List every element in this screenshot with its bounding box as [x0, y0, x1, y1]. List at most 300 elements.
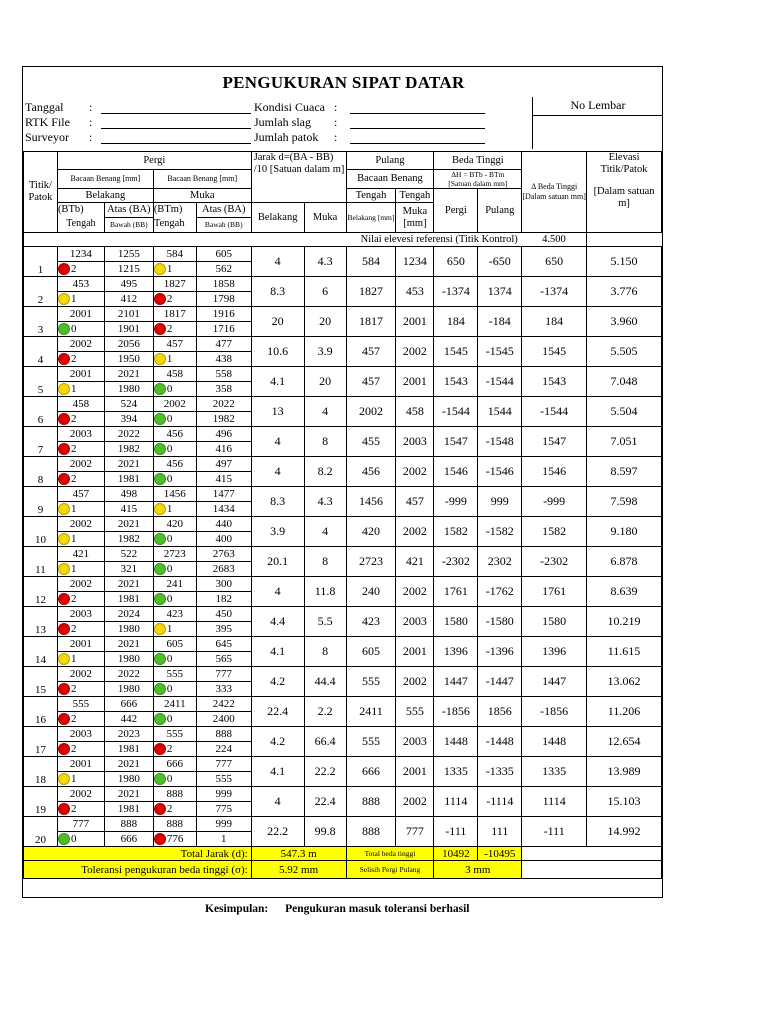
- cell-db: 1448: [522, 727, 587, 757]
- tengah-value: 2: [166, 292, 173, 305]
- belakang-ba-1: 1234: [57, 247, 104, 262]
- cell-pb: 423: [346, 607, 396, 637]
- cell-jm: 66.4: [304, 727, 346, 757]
- titik-number: 3: [24, 307, 58, 337]
- header-atas-bawah-b: [104, 203, 153, 233]
- belakang-ba-1: 453: [57, 277, 104, 292]
- muka-tengah: [153, 622, 196, 637]
- cell-db: 1543: [522, 367, 587, 397]
- cell-jm: 11.8: [304, 577, 346, 607]
- cell-jb: 8.3: [251, 487, 304, 517]
- header-btm: (BTm): [153, 204, 183, 215]
- total-pulang: -10495: [478, 847, 522, 861]
- table-row: [24, 667, 662, 682]
- cell-jb: 20.1: [251, 547, 304, 577]
- cell-jm: 44.4: [304, 667, 346, 697]
- muka-bb: 224: [196, 742, 251, 757]
- muka-ba-1: 1827: [153, 277, 196, 292]
- table-row: [24, 697, 662, 712]
- cell-jm: 5.5: [304, 607, 346, 637]
- cell-pl: -1548: [478, 427, 522, 457]
- status-dot-icon: [58, 503, 70, 515]
- header-belakang: Belakang: [57, 189, 153, 203]
- colon: :: [89, 115, 93, 129]
- table-row: [24, 427, 662, 442]
- belakang-ba: 2022: [104, 667, 153, 682]
- colon: :: [334, 115, 338, 129]
- belakang-bb: 1980: [104, 622, 153, 637]
- titik-number: 5: [24, 367, 58, 397]
- status-dot-icon: [154, 503, 166, 515]
- status-dot-icon: [58, 803, 70, 815]
- cell-db: 1580: [522, 607, 587, 637]
- belakang-ba: 2021: [104, 367, 153, 382]
- status-dot-icon: [58, 743, 70, 755]
- cell-jb: 4.1: [251, 637, 304, 667]
- belakang-ba-1: 2001: [57, 637, 104, 652]
- cell-pm: 2002: [396, 457, 434, 487]
- belakang-ba: 2056: [104, 337, 153, 352]
- muka-tengah: [153, 532, 196, 547]
- tengah-value: 0: [166, 412, 173, 425]
- cell-jm: 20: [304, 367, 346, 397]
- muka-ba: 777: [196, 757, 251, 772]
- belakang-ba-1: 2002: [57, 787, 104, 802]
- cell-jm: 8: [304, 427, 346, 457]
- tengah-value: 1: [166, 502, 173, 515]
- belakang-ba-1: 457: [57, 487, 104, 502]
- cell-pb: 2723: [346, 547, 396, 577]
- cell-el: 3.960: [587, 307, 662, 337]
- belakang-ba-1: 2001: [57, 367, 104, 382]
- belakang-bb: 1980: [104, 382, 153, 397]
- muka-tengah: [153, 682, 196, 697]
- muka-bb: 1982: [196, 412, 251, 427]
- tengah-value: 1: [166, 622, 173, 635]
- belakang-ba: 2021: [104, 637, 153, 652]
- cell-pb: 457: [346, 337, 396, 367]
- total-jarak-value: 547.3 m: [251, 847, 346, 861]
- muka-ba: 2763: [196, 547, 251, 562]
- status-dot-icon: [154, 563, 166, 575]
- kesimpulan-label: Kesimpulan:: [205, 903, 269, 915]
- jumlah-slag-input-line[interactable]: [350, 128, 485, 129]
- belakang-ba: 2101: [104, 307, 153, 322]
- cell-jb: 13: [251, 397, 304, 427]
- cell-pl: -1447: [478, 667, 522, 697]
- tengah-value: 2: [70, 742, 77, 755]
- cell-el: 11.206: [587, 697, 662, 727]
- belakang-ba-1: 421: [57, 547, 104, 562]
- cell-pb: 584: [346, 247, 396, 277]
- header-bacaan-benang-muka: Bacaan Benang [mm]: [153, 170, 251, 189]
- cell-pb: 666: [346, 757, 396, 787]
- cell-el: 7.048: [587, 367, 662, 397]
- cell-db: 1546: [522, 457, 587, 487]
- header-tengah: Tengah: [66, 218, 96, 229]
- muka-ba-1: 2723: [153, 547, 196, 562]
- tengah-value: 0: [166, 532, 173, 545]
- tengah-value: 0: [166, 712, 173, 725]
- cell-pm: 458: [396, 397, 434, 427]
- header-muka-mm: Muka [mm]: [396, 203, 434, 233]
- status-dot-icon: [154, 443, 166, 455]
- header-elevasi-unit: [Dalam satuan m]: [593, 186, 655, 209]
- belakang-bb: 394: [104, 412, 153, 427]
- titik-number: 2: [24, 277, 58, 307]
- header-bt-pulang: Pulang: [478, 189, 522, 233]
- muka-tengah: [153, 262, 196, 277]
- cell-jb: 4: [251, 787, 304, 817]
- jumlah-patok-field: [254, 130, 338, 144]
- cell-jb: 3.9: [251, 517, 304, 547]
- cell-jb: 4: [251, 247, 304, 277]
- belakang-tengah: [57, 742, 104, 757]
- no-lembar-input[interactable]: [533, 116, 663, 149]
- tengah-value: 1: [70, 562, 77, 575]
- muka-bb: 2400: [196, 712, 251, 727]
- belakang-tengah: [57, 322, 104, 337]
- cell-pg: 1580: [434, 607, 478, 637]
- titik-number: 17: [24, 727, 58, 757]
- tengah-value: 2: [70, 802, 77, 815]
- belakang-bb: 321: [104, 562, 153, 577]
- titik-number: 6: [24, 397, 58, 427]
- muka-tengah: [153, 712, 196, 727]
- belakang-tengah: [57, 802, 104, 817]
- status-dot-icon: [154, 533, 166, 545]
- tanggal-label: Tanggal: [25, 100, 64, 114]
- surveyor-input-line[interactable]: [101, 143, 251, 144]
- status-dot-icon: [58, 533, 70, 545]
- status-dot-icon: [58, 263, 70, 275]
- status-dot-icon: [154, 383, 166, 395]
- cell-jb: 4: [251, 577, 304, 607]
- muka-bb: 1798: [196, 292, 251, 307]
- cell-pl: -1335: [478, 757, 522, 787]
- muka-bb: 1434: [196, 502, 251, 517]
- titik-number: 11: [24, 547, 58, 577]
- muka-tengah: [153, 802, 196, 817]
- belakang-ba: 2021: [104, 577, 153, 592]
- muka-bb: 358: [196, 382, 251, 397]
- muka-tengah: [153, 562, 196, 577]
- belakang-ba: 495: [104, 277, 153, 292]
- cell-pb: 555: [346, 667, 396, 697]
- muka-ba-1: 241: [153, 577, 196, 592]
- total-jarak-label: Total Jarak (d):: [24, 847, 252, 861]
- cell-el: 8.639: [587, 577, 662, 607]
- cell-pl: -1545: [478, 337, 522, 367]
- cell-el: 10.219: [587, 607, 662, 637]
- cell-jb: 4.4: [251, 607, 304, 637]
- muka-ba-1: 456: [153, 457, 196, 472]
- belakang-bb: 442: [104, 712, 153, 727]
- table-row: [24, 307, 662, 322]
- cell-pg: 650: [434, 247, 478, 277]
- header-bacaan-benang-pulang: Bacaan Benang: [346, 170, 434, 189]
- tengah-value: 2: [70, 352, 77, 365]
- status-dot-icon: [58, 293, 70, 305]
- header-jarak: [251, 152, 346, 203]
- cell-el: 12.654: [587, 727, 662, 757]
- header-bt-pergi: Pergi: [434, 189, 478, 233]
- belakang-ba-1: 458: [57, 397, 104, 412]
- cell-db: 1582: [522, 517, 587, 547]
- belakang-ba: 2021: [104, 757, 153, 772]
- status-dot-icon: [58, 563, 70, 575]
- belakang-ba: 2022: [104, 427, 153, 442]
- cell-pl: -1546: [478, 457, 522, 487]
- status-dot-icon: [154, 623, 166, 635]
- header-pulang-tengah1: Tengah: [346, 189, 396, 203]
- belakang-ba-1: 777: [57, 817, 104, 832]
- cell-pm: 457: [396, 487, 434, 517]
- cell-pg: 1396: [434, 637, 478, 667]
- cell-pb: 457: [346, 367, 396, 397]
- muka-ba-1: 457: [153, 337, 196, 352]
- survey-sheet: [22, 66, 663, 898]
- table-row: [24, 577, 662, 592]
- titik-number: 1: [24, 247, 58, 277]
- cell-pl: -184: [478, 307, 522, 337]
- tengah-value: 2: [166, 322, 173, 335]
- muka-ba: 1858: [196, 277, 251, 292]
- status-dot-icon: [154, 713, 166, 725]
- cell-pl: -650: [478, 247, 522, 277]
- total-empty: [522, 847, 662, 861]
- muka-ba-1: 888: [153, 817, 196, 832]
- header-btb: (BTb): [57, 204, 84, 215]
- tengah-value: 1: [166, 352, 173, 365]
- cell-db: -1544: [522, 397, 587, 427]
- toleransi-label: Toleransi pengukuran beda tinggi (σ):: [24, 861, 252, 879]
- cell-jb: 8.3: [251, 277, 304, 307]
- cell-pg: 1543: [434, 367, 478, 397]
- kondisi-cuaca-input-line[interactable]: [350, 113, 485, 114]
- header-jarak-belakang: Belakang: [251, 203, 304, 233]
- cell-jb: 20: [251, 307, 304, 337]
- cell-pl: 2302: [478, 547, 522, 577]
- cell-db: 1547: [522, 427, 587, 457]
- muka-bb: 2683: [196, 562, 251, 577]
- table-row: [24, 247, 662, 262]
- rtk-file-field: [25, 115, 93, 129]
- muka-ba: 645: [196, 637, 251, 652]
- header-jarak-muka: Muka: [304, 203, 346, 233]
- tengah-value: 2: [70, 622, 77, 635]
- belakang-bb: 1982: [104, 442, 153, 457]
- tengah-value: 0: [166, 472, 173, 485]
- cell-db: -1374: [522, 277, 587, 307]
- header-pergi: Pergi: [57, 152, 251, 170]
- cell-db: -1856: [522, 697, 587, 727]
- cell-pb: 456: [346, 457, 396, 487]
- cell-el: 6.878: [587, 547, 662, 577]
- header-jarak-label: Jarak d=(BA - BB) /10 [Satuan dalam m]: [253, 152, 345, 175]
- cell-pb: 2002: [346, 397, 396, 427]
- cell-el: 11.615: [587, 637, 662, 667]
- muka-ba: 999: [196, 817, 251, 832]
- cell-jb: 22.4: [251, 697, 304, 727]
- tengah-value: 1: [70, 292, 77, 305]
- belakang-tengah: [57, 832, 104, 847]
- table-row: [24, 637, 662, 652]
- rtk-file-input-line[interactable]: [101, 128, 251, 129]
- colon: :: [89, 130, 93, 144]
- belakang-ba: 666: [104, 697, 153, 712]
- belakang-ba-1: 2002: [57, 577, 104, 592]
- cell-pb: 1456: [346, 487, 396, 517]
- muka-bb: 182: [196, 592, 251, 607]
- muka-bb: 1716: [196, 322, 251, 337]
- tengah-value: 0: [70, 832, 77, 845]
- cell-pg: 1582: [434, 517, 478, 547]
- toleransi-empty: [522, 861, 662, 879]
- status-dot-icon: [58, 623, 70, 635]
- cell-db: 1761: [522, 577, 587, 607]
- muka-ba-1: 423: [153, 607, 196, 622]
- belakang-ba-1: 2002: [57, 667, 104, 682]
- titik-number: 14: [24, 637, 58, 667]
- cell-db: 1545: [522, 337, 587, 367]
- belakang-tengah: [57, 262, 104, 277]
- muka-bb: 565: [196, 652, 251, 667]
- muka-ba-1: 2002: [153, 397, 196, 412]
- cell-pl: -1544: [478, 367, 522, 397]
- cell-pl: -1396: [478, 637, 522, 667]
- cell-el: 13.062: [587, 667, 662, 697]
- muka-ba-1: 555: [153, 727, 196, 742]
- belakang-bb: 415: [104, 502, 153, 517]
- cell-pm: 2002: [396, 517, 434, 547]
- titik-number: 15: [24, 667, 58, 697]
- cell-pg: 1761: [434, 577, 478, 607]
- tengah-value: 2: [70, 682, 77, 695]
- surveyor-label: Surveyor: [25, 130, 69, 144]
- cell-pm: 1234: [396, 247, 434, 277]
- belakang-tengah: [57, 292, 104, 307]
- muka-ba: 999: [196, 787, 251, 802]
- header-titik: Titik/ Patok: [24, 152, 58, 233]
- kondisi-cuaca-field: [254, 100, 338, 114]
- selisih-value: 3 mm: [434, 861, 522, 879]
- table-row: [24, 517, 662, 532]
- header-dh: [434, 170, 522, 189]
- belakang-bb: 1980: [104, 652, 153, 667]
- cell-db: 1114: [522, 787, 587, 817]
- tanggal-input-line[interactable]: [101, 113, 251, 114]
- cell-pb: 605: [346, 637, 396, 667]
- header-tengah: Tengah: [153, 218, 185, 229]
- titik-number: 7: [24, 427, 58, 457]
- cell-jm: 4.3: [304, 247, 346, 277]
- belakang-tengah: [57, 412, 104, 427]
- status-dot-icon: [58, 353, 70, 365]
- muka-bb: 416: [196, 442, 251, 457]
- titik-number: 8: [24, 457, 58, 487]
- belakang-tengah: [57, 502, 104, 517]
- cell-pb: 888: [346, 787, 396, 817]
- header-btb-tengah: [57, 203, 104, 233]
- rtk-file-label: RTK File: [25, 115, 70, 129]
- muka-bb: 395: [196, 622, 251, 637]
- belakang-tengah: [57, 592, 104, 607]
- table-row: [24, 547, 662, 562]
- belakang-bb: 1981: [104, 802, 153, 817]
- cell-db: -2302: [522, 547, 587, 577]
- belakang-tengah: [57, 712, 104, 727]
- cell-pg: 1546: [434, 457, 478, 487]
- cell-pg: 184: [434, 307, 478, 337]
- cell-db: -999: [522, 487, 587, 517]
- muka-ba: 496: [196, 427, 251, 442]
- cell-pm: 421: [396, 547, 434, 577]
- belakang-bb: 1980: [104, 682, 153, 697]
- tengah-value: 2: [70, 472, 77, 485]
- muka-tengah: [153, 502, 196, 517]
- cell-pl: 111: [478, 817, 522, 847]
- belakang-tengah: [57, 652, 104, 667]
- colon: :: [89, 100, 93, 114]
- cell-el: 8.597: [587, 457, 662, 487]
- jumlah-patok-input-line[interactable]: [350, 143, 485, 144]
- cell-el: 5.505: [587, 337, 662, 367]
- cell-el: 7.598: [587, 487, 662, 517]
- muka-tengah: [153, 832, 196, 847]
- tengah-value: 1: [70, 652, 77, 665]
- muka-ba-1: 584: [153, 247, 196, 262]
- tengah-value: 2: [70, 262, 77, 275]
- muka-bb: 562: [196, 262, 251, 277]
- cell-pm: 2001: [396, 757, 434, 787]
- toleransi-value: 5.92 mm: [251, 861, 346, 879]
- muka-bb: 333: [196, 682, 251, 697]
- muka-ba-1: 888: [153, 787, 196, 802]
- header-atas-ba: Atas (BA): [201, 204, 246, 215]
- muka-bb: 438: [196, 352, 251, 367]
- table-row: [24, 337, 662, 352]
- cell-pl: 1374: [478, 277, 522, 307]
- belakang-bb: 1981: [104, 472, 153, 487]
- belakang-ba-1: 2002: [57, 457, 104, 472]
- status-dot-icon: [154, 293, 166, 305]
- status-dot-icon: [58, 653, 70, 665]
- header-bawah-bb: Bawah (BB): [197, 217, 251, 232]
- nilai-ref-value: 4.500: [522, 233, 587, 247]
- muka-tengah: [153, 442, 196, 457]
- belakang-ba-1: 2001: [57, 757, 104, 772]
- tengah-value: 1: [70, 772, 77, 785]
- cell-pm: 2003: [396, 727, 434, 757]
- cell-pb: 1817: [346, 307, 396, 337]
- tengah-value: 1: [166, 262, 173, 275]
- tengah-value: 0: [166, 682, 173, 695]
- belakang-ba-1: 2003: [57, 727, 104, 742]
- muka-tengah: [153, 322, 196, 337]
- cell-pg: -1374: [434, 277, 478, 307]
- cell-pb: 240: [346, 577, 396, 607]
- tengah-value: 2: [166, 742, 173, 755]
- cell-pg: 1547: [434, 427, 478, 457]
- status-dot-icon: [154, 353, 166, 365]
- table-row: [24, 277, 662, 292]
- muka-ba: 777: [196, 667, 251, 682]
- cell-pb: 420: [346, 517, 396, 547]
- kesimpulan-text: Pengukuran masuk toleransi berhasil: [285, 903, 470, 915]
- table-row: [24, 607, 662, 622]
- cell-jb: 4.2: [251, 667, 304, 697]
